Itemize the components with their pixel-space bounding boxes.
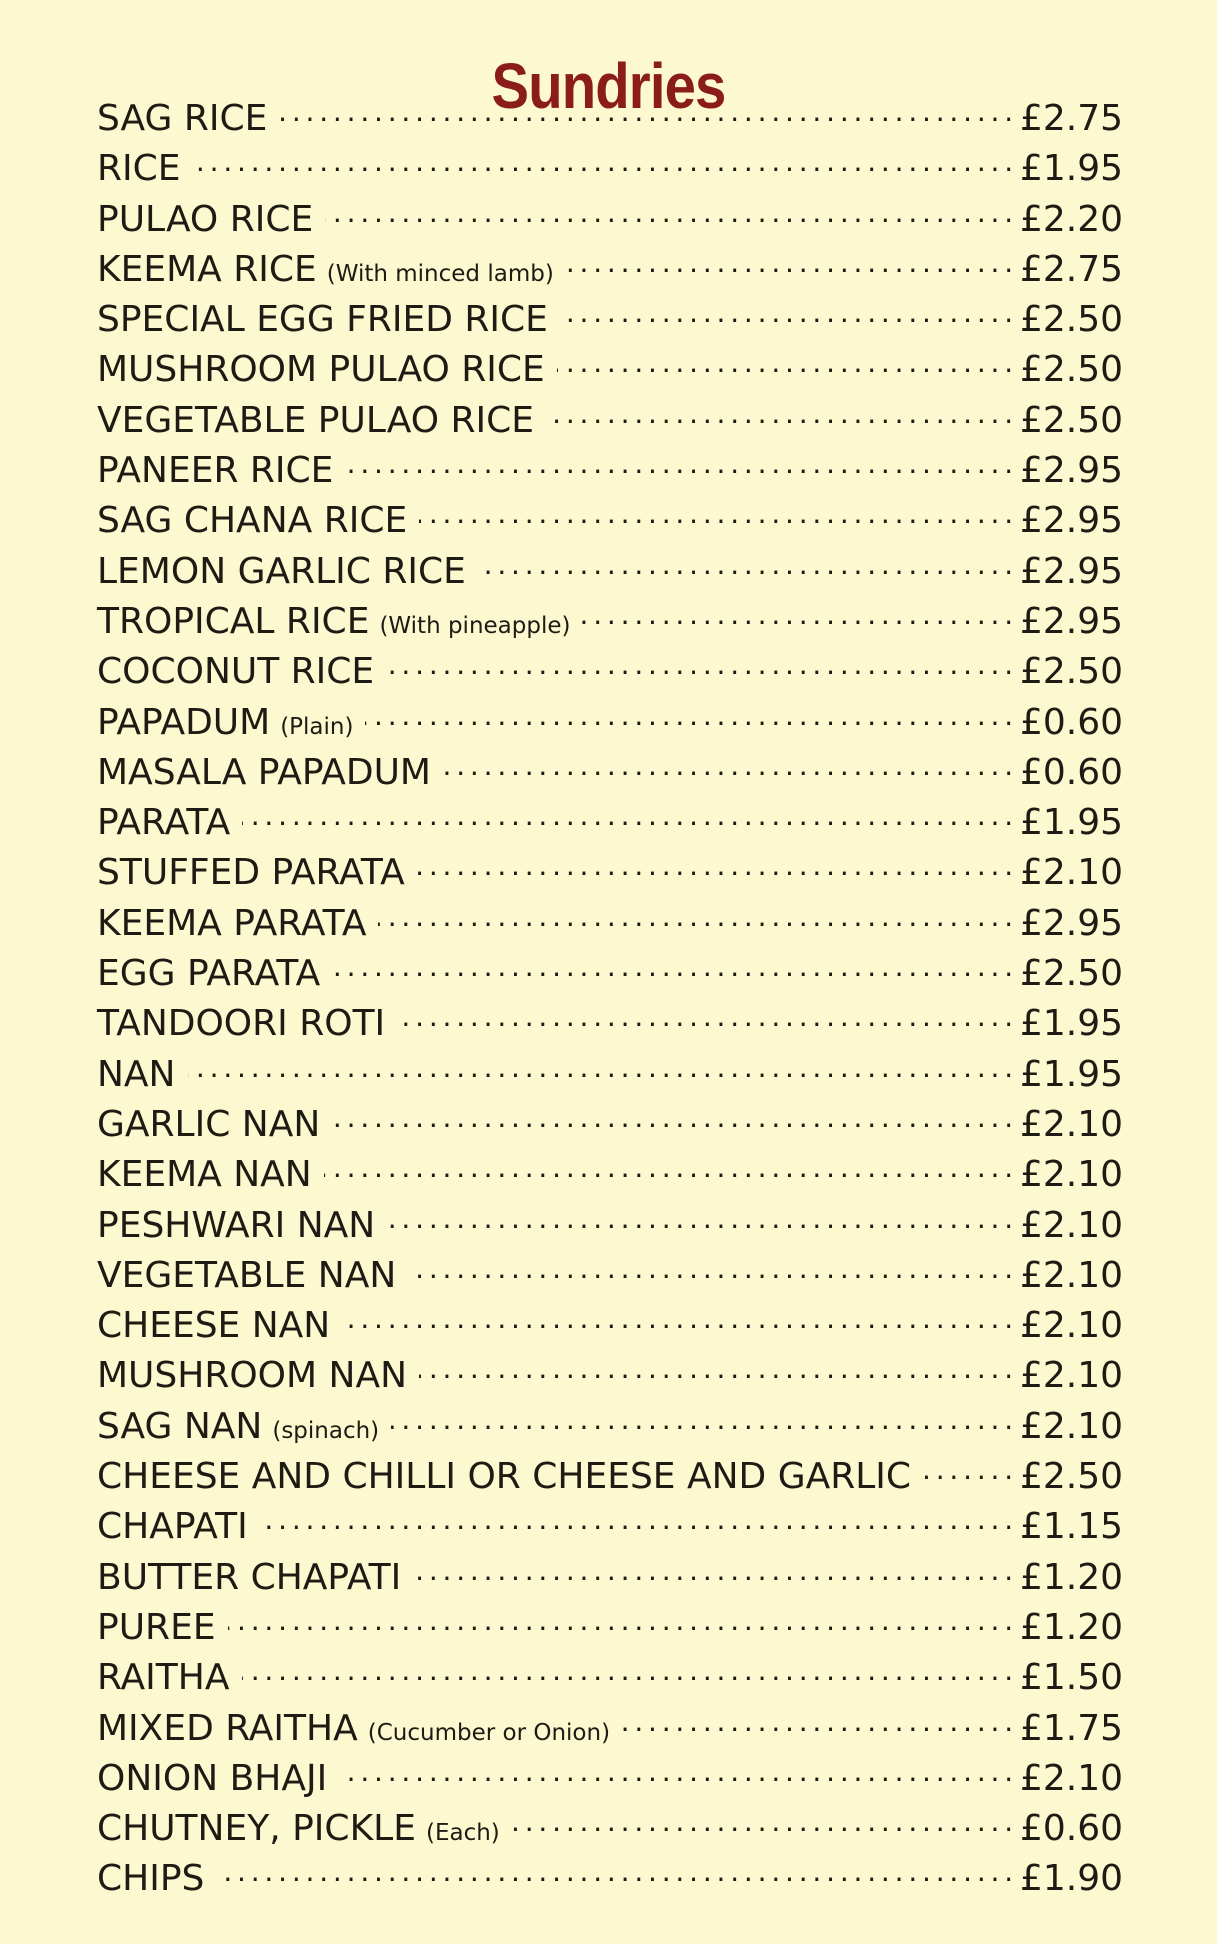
menu-item-price: £1.20 <box>1019 1556 1123 1598</box>
menu-item-name: MIXED RAITHA <box>97 1707 358 1749</box>
menu-item-name-group <box>97 1808 500 1849</box>
menu-item-name: KEEMA PARATA <box>97 902 367 944</box>
menu-item <box>97 1653 1123 1703</box>
dot-leader <box>216 1854 1018 1890</box>
menu-item-price: £2.50 <box>1019 651 1123 693</box>
menu-item-price: £2.75 <box>1019 98 1123 139</box>
menu-item <box>97 547 1123 597</box>
menu-item <box>97 1351 1123 1401</box>
menu-item-name: RICE <box>97 148 181 190</box>
dot-leader <box>560 295 1018 331</box>
dot-leader <box>260 1502 1018 1538</box>
menu-item-price: £2.50 <box>1019 399 1123 441</box>
menu-item-name: SAG NAN <box>97 1405 263 1447</box>
menu-item <box>97 1402 1123 1452</box>
menu-item-name-group <box>97 1355 407 1396</box>
menu-item <box>97 647 1123 697</box>
menu-item-name-group <box>97 1154 312 1195</box>
dot-leader <box>279 94 1018 130</box>
menu-item-name-group <box>97 1104 320 1145</box>
menu-item-name: KEEMA RICE <box>97 248 317 290</box>
menu-item <box>97 1301 1123 1351</box>
menu-item-name-group <box>97 551 466 592</box>
menu-item-price: £1.95 <box>1019 1003 1123 1045</box>
dot-leader <box>188 1050 1018 1086</box>
menu-item-price: £1.90 <box>1019 1858 1123 1900</box>
menu-item-name-group <box>97 852 405 893</box>
menu-item-name-group <box>97 148 181 189</box>
menu-item <box>97 798 1123 848</box>
menu-item-price: £2.20 <box>1019 198 1123 240</box>
dot-leader <box>325 195 1018 231</box>
menu-item <box>97 295 1123 345</box>
dot-leader <box>242 798 1018 834</box>
dot-leader <box>332 949 1018 985</box>
menu-item-price: £2.10 <box>1019 1405 1123 1447</box>
menu-item-name: PANEER RICE <box>97 450 334 492</box>
menu-item-price: £2.95 <box>1019 600 1123 642</box>
dot-leader <box>512 1804 1018 1840</box>
dot-leader <box>391 1402 1018 1438</box>
menu-item <box>97 899 1123 949</box>
menu-item-price: £1.50 <box>1019 1657 1123 1699</box>
menu-item-price: £1.95 <box>1019 148 1123 190</box>
dot-leader <box>923 1452 1018 1488</box>
dot-leader <box>345 446 1018 482</box>
menu-item-name-group <box>97 953 320 994</box>
dot-leader <box>478 547 1018 583</box>
menu-item <box>97 1603 1123 1653</box>
menu-item-price: £2.50 <box>1019 953 1123 995</box>
menu-item <box>97 999 1123 1049</box>
menu-item-name-group <box>97 249 554 290</box>
menu-item <box>97 1804 1123 1854</box>
menu-item-price: £2.10 <box>1019 1757 1123 1799</box>
menu-item-price: £1.75 <box>1019 1707 1123 1749</box>
menu-item-name: VEGETABLE NAN <box>97 1254 397 1296</box>
menu-item-name: CHIPS <box>97 1858 205 1900</box>
menu-item-price: £2.95 <box>1019 500 1123 542</box>
menu-item-note: (Each) <box>425 1820 500 1847</box>
menu-item-note: (With minced lamb) <box>326 260 554 287</box>
menu-item-price: £2.75 <box>1019 248 1123 290</box>
menu-item-name-group <box>97 349 545 390</box>
menu-item <box>97 1553 1123 1603</box>
menu-item-price: £0.60 <box>1019 1808 1123 1850</box>
menu-item-price: £1.95 <box>1019 1053 1123 1095</box>
menu-item-name-group <box>97 1758 327 1799</box>
menu-item <box>97 848 1123 898</box>
dot-leader <box>419 1351 1018 1387</box>
menu-item-price: £2.50 <box>1019 1456 1123 1498</box>
menu-item-name: SAG CHANA RICE <box>97 500 408 542</box>
dot-leader <box>342 1301 1018 1337</box>
menu-item-note: (Cucumber or Onion) <box>367 1719 611 1746</box>
menu-item <box>97 195 1123 245</box>
menu-item-price: £2.10 <box>1019 1355 1123 1397</box>
menu-item-name: MUSHROOM NAN <box>97 1355 408 1397</box>
menu-item-name-group <box>97 903 366 944</box>
menu-item-name-group <box>97 500 407 541</box>
dot-leader <box>242 1653 1018 1689</box>
menu-item-name: PARATA <box>97 802 231 844</box>
menu-item-name-group <box>97 199 313 240</box>
menu-item <box>97 94 1123 144</box>
menu-item-price: £2.10 <box>1019 1305 1123 1347</box>
menu-item <box>97 1452 1123 1502</box>
menu-item-price: £2.10 <box>1019 1204 1123 1246</box>
menu-item-name: CHUTNEY, PICKLE <box>97 1808 416 1850</box>
dot-leader <box>332 1100 1018 1136</box>
menu-title: Sundries <box>491 49 726 122</box>
menu-item <box>97 698 1123 748</box>
menu-item-price: £1.95 <box>1019 802 1123 844</box>
menu-item-name-group <box>97 1205 375 1246</box>
menu-item <box>97 597 1123 647</box>
dot-leader <box>408 1251 1018 1287</box>
menu-item-name: PUREE <box>97 1606 216 1648</box>
dot-leader <box>387 1201 1018 1237</box>
menu-item-name-group <box>97 802 230 843</box>
menu-item-name: TROPICAL RICE <box>97 600 370 642</box>
menu-item-name: SPECIAL EGG FRIED RICE <box>97 299 548 341</box>
menu-item-price: £2.10 <box>1019 1154 1123 1196</box>
menu-item-name-group <box>97 1506 248 1547</box>
menu-item-name-group <box>97 752 431 793</box>
dot-leader <box>228 1603 1018 1639</box>
menu-item <box>97 1050 1123 1100</box>
menu-item-name-group <box>97 1607 216 1648</box>
dot-leader <box>397 999 1018 1035</box>
menu-item <box>97 1251 1123 1301</box>
menu-item <box>97 1704 1123 1754</box>
menu-item-name: CHEESE NAN <box>97 1305 331 1347</box>
menu-item <box>97 396 1123 446</box>
menu-item-name-group <box>97 1657 230 1698</box>
menu-item-name-group <box>97 1708 610 1749</box>
menu-item-name: MASALA PAPADUM <box>97 751 431 793</box>
menu-item-name-group <box>97 299 548 340</box>
menu-item-price: £2.50 <box>1019 299 1123 341</box>
menu-item-price: £2.95 <box>1019 450 1123 492</box>
menu-item-name-group <box>97 1255 396 1296</box>
menu-item <box>97 144 1123 194</box>
dot-leader <box>419 496 1018 532</box>
dot-leader <box>582 597 1017 633</box>
menu-item-list <box>97 94 1123 1905</box>
menu-item <box>97 1502 1123 1552</box>
dot-leader <box>566 245 1018 281</box>
menu-item <box>97 245 1123 295</box>
menu-item-note: (With pineapple) <box>379 612 571 639</box>
menu-item-name-group <box>97 651 374 692</box>
menu-item-name-group <box>97 1557 401 1598</box>
menu-item-name: GARLIC NAN <box>97 1103 321 1145</box>
menu-item <box>97 1854 1123 1904</box>
dot-leader <box>413 1553 1018 1589</box>
menu-item-note: (Plain) <box>280 713 354 740</box>
menu-item-name-group <box>97 1305 330 1346</box>
dot-leader <box>557 345 1018 381</box>
menu-item-price: £2.10 <box>1019 1254 1123 1296</box>
menu-item-name: TANDOORI ROTI <box>97 1003 386 1045</box>
dot-leader <box>622 1704 1018 1740</box>
menu-item-name: PESHWARI NAN <box>97 1204 376 1246</box>
menu-item-name-group <box>97 601 570 642</box>
menu-item-name-group <box>97 702 353 743</box>
menu-item-name: PULAO RICE <box>97 198 314 240</box>
menu-item-name-group <box>97 400 534 441</box>
menu-item-name: CHEESE AND CHILLI OR CHEESE AND GARLIC <box>97 1456 912 1498</box>
menu-item-price: £2.50 <box>1019 349 1123 391</box>
menu-item-name: PAPADUM <box>97 701 271 743</box>
dot-leader <box>546 396 1018 432</box>
menu-item-name: EGG PARATA <box>97 953 321 995</box>
dot-leader <box>193 144 1018 180</box>
menu-item-name: MUSHROOM PULAO RICE <box>97 349 545 391</box>
menu-item-price: £2.10 <box>1019 852 1123 894</box>
menu-item-name: CHAPATI <box>97 1506 248 1548</box>
menu-item-name-group <box>97 1858 204 1899</box>
menu-item-price: £1.20 <box>1019 1606 1123 1648</box>
menu-item <box>97 1754 1123 1804</box>
menu-item-note: (spinach) <box>272 1417 380 1444</box>
menu-item <box>97 949 1123 999</box>
dot-leader <box>386 647 1018 683</box>
menu-item-price: £2.95 <box>1019 902 1123 944</box>
menu-item-name: VEGETABLE PULAO RICE <box>97 399 535 441</box>
dot-leader <box>324 1150 1018 1186</box>
menu-item-name: NAN <box>97 1053 176 1095</box>
menu-item-price: £2.10 <box>1019 1103 1123 1145</box>
menu-item-price: £1.15 <box>1019 1506 1123 1548</box>
menu-item-name-group <box>97 450 333 491</box>
menu-item-name: COCONUT RICE <box>97 651 375 693</box>
menu-item <box>97 1150 1123 1200</box>
menu-item-price: £0.60 <box>1019 751 1123 793</box>
dot-leader <box>443 748 1018 784</box>
dot-leader <box>365 698 1017 734</box>
menu-item-name-group <box>97 1456 911 1497</box>
menu-item-name-group <box>97 1054 176 1095</box>
menu-item <box>97 345 1123 395</box>
menu-item-price: £2.95 <box>1019 550 1123 592</box>
menu-item-price: £0.60 <box>1019 701 1123 743</box>
menu-item-name: ONION BHAJI <box>97 1757 328 1799</box>
menu-item-name-group <box>97 1406 379 1447</box>
menu-item-name-group <box>97 98 267 139</box>
menu-item <box>97 1201 1123 1251</box>
menu-item-name: SAG RICE <box>97 98 268 139</box>
dot-leader <box>378 899 1017 935</box>
menu-item-name: RAITHA <box>97 1657 230 1699</box>
dot-leader <box>417 848 1018 884</box>
menu-item <box>97 496 1123 546</box>
menu-item-name: KEEMA NAN <box>97 1154 312 1196</box>
menu-item <box>97 1100 1123 1150</box>
menu-item <box>97 748 1123 798</box>
dot-leader <box>339 1754 1018 1790</box>
menu-item <box>97 446 1123 496</box>
menu-item-name: STUFFED PARATA <box>97 852 405 894</box>
menu-item-name: BUTTER CHAPATI <box>97 1556 402 1598</box>
menu-item-name: LEMON GARLIC RICE <box>97 550 466 592</box>
menu-item-name-group <box>97 1003 385 1044</box>
